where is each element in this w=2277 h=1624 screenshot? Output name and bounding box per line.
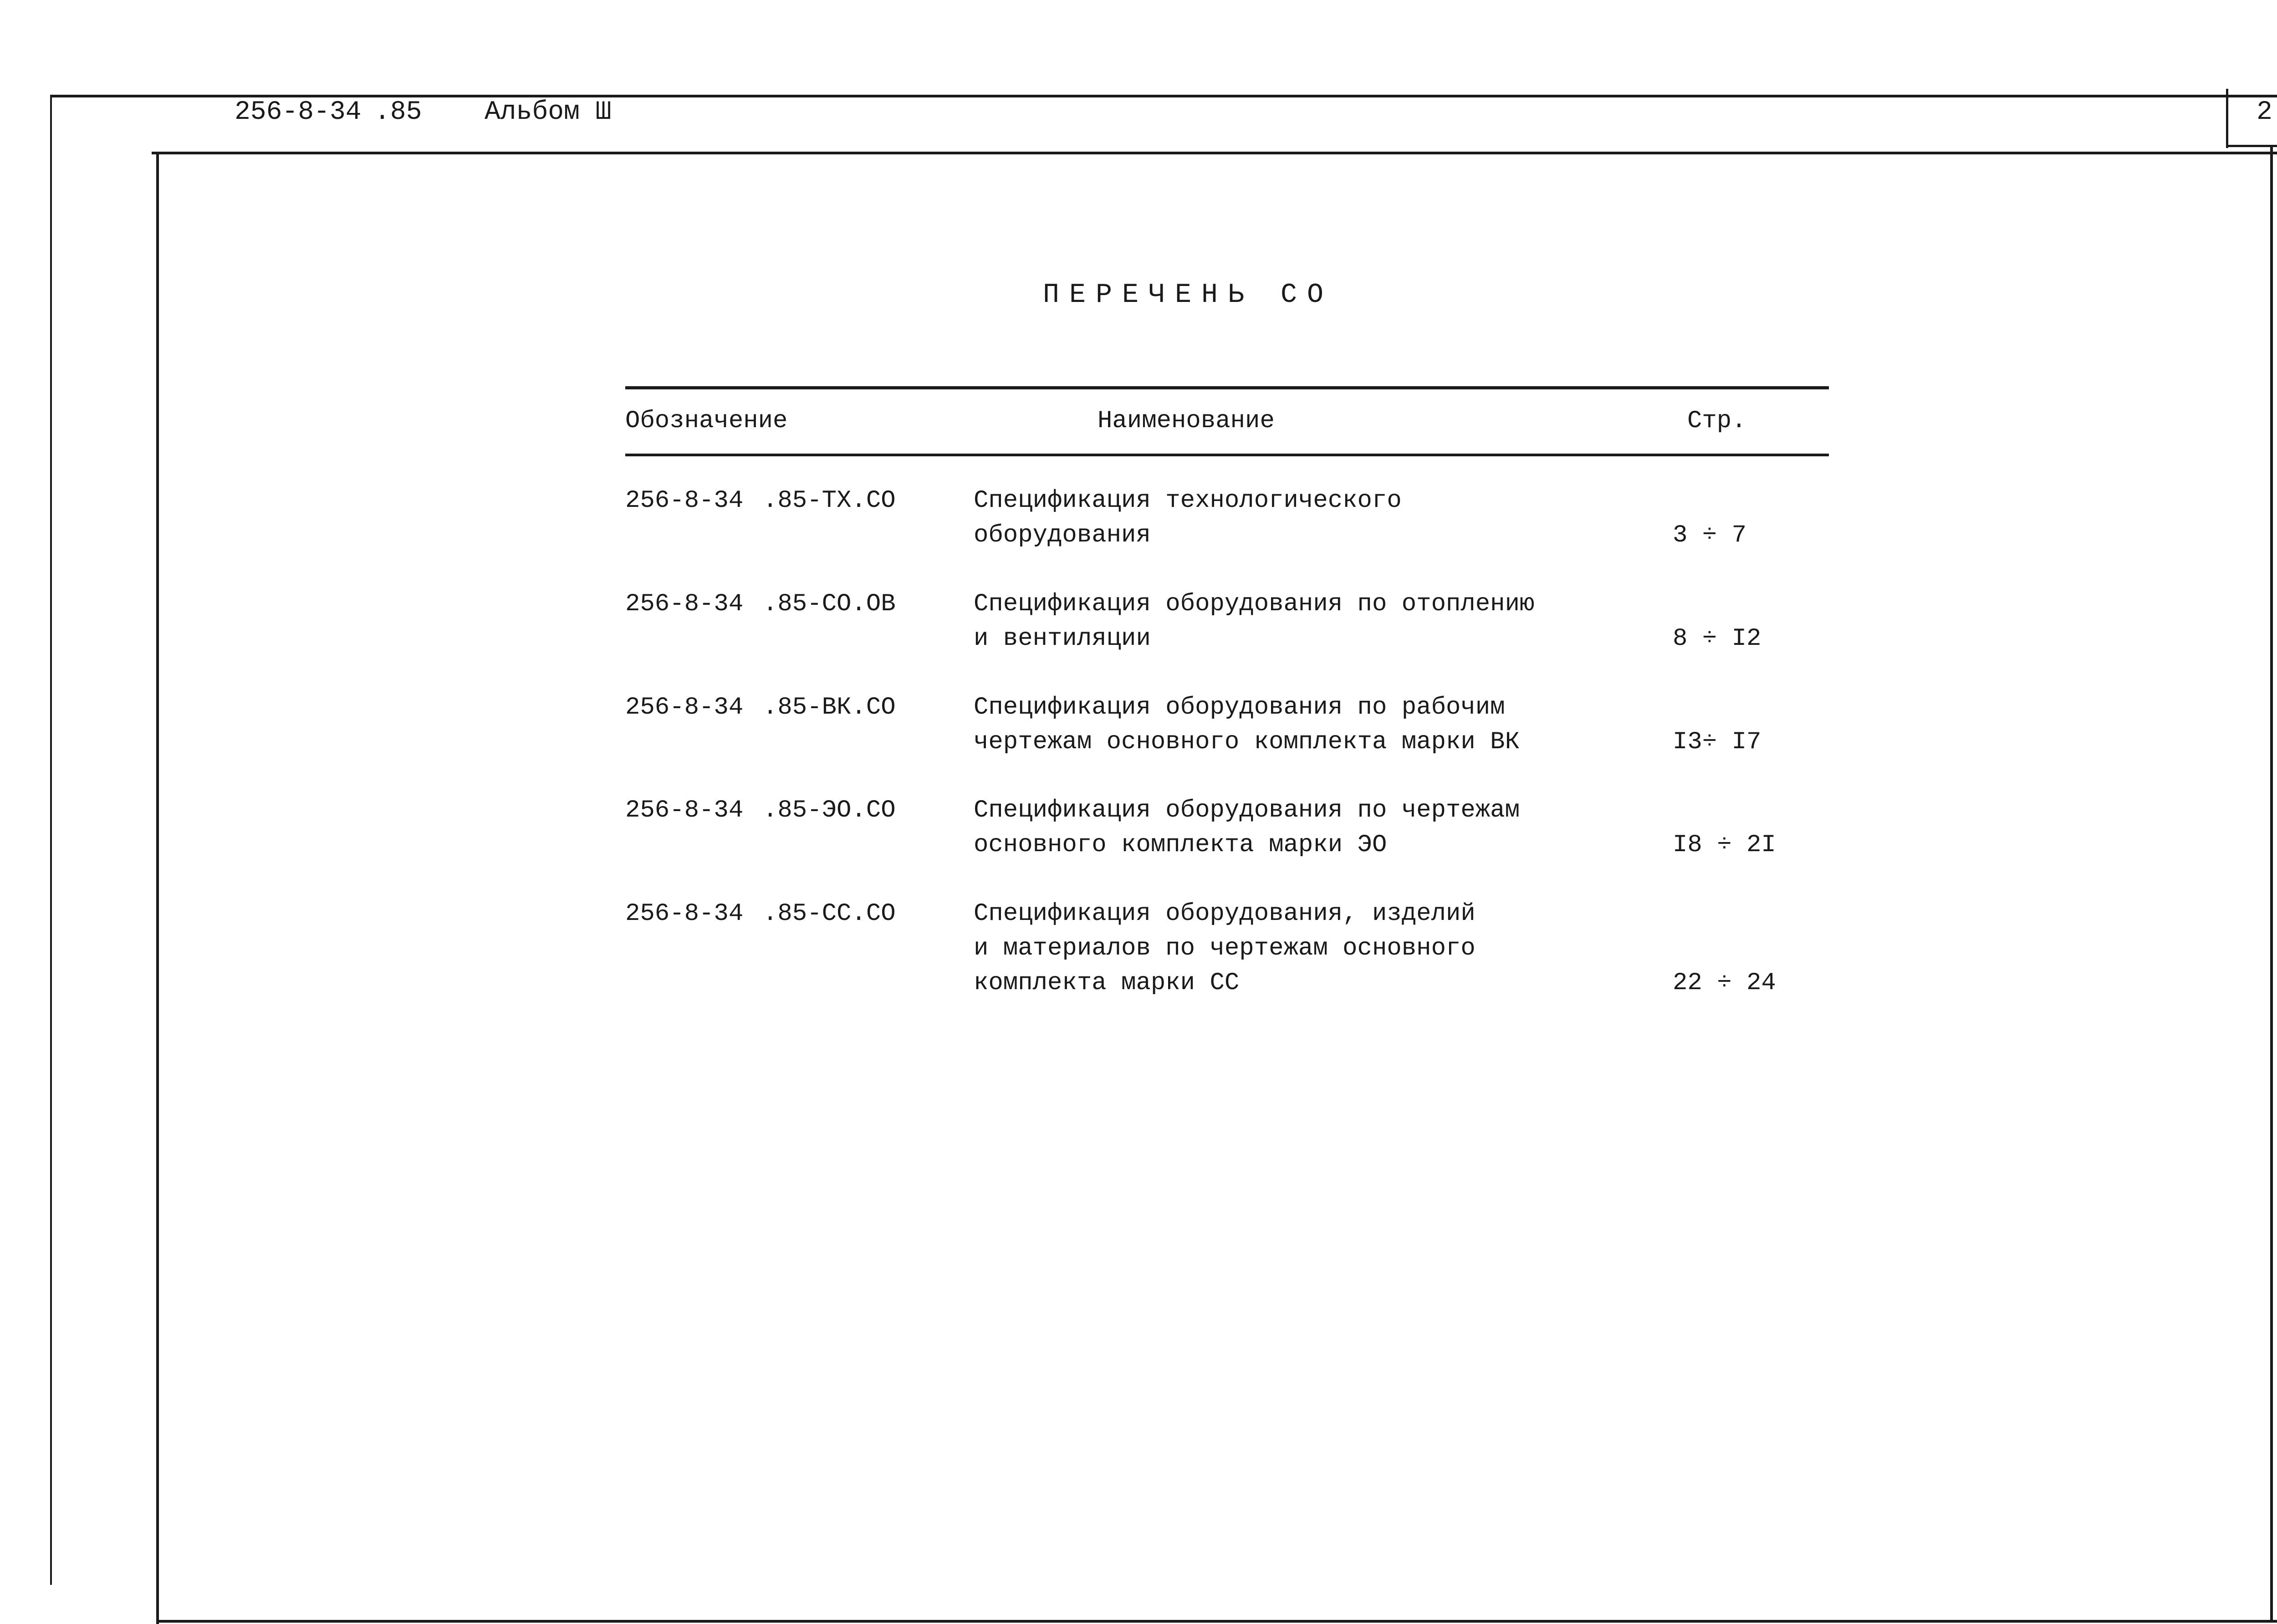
column-header-designation: Обозначение (625, 407, 788, 435)
row-designation: 256-8-34 (625, 900, 744, 928)
inner-right-frame-line (2270, 146, 2273, 1621)
row-name-line: Спецификация технологического (974, 487, 1402, 515)
table-top-rule (625, 386, 1829, 389)
row-name (974, 587, 1534, 656)
row-name-line: Спецификация оборудования по чертежам (974, 797, 1520, 824)
header-suffix: .85 (374, 97, 422, 127)
row-name-line: Спецификация оборудования, изделий (974, 900, 1475, 928)
row-designation: 256-8-34 (625, 487, 744, 515)
row-designation: 256-8-34 (625, 590, 744, 618)
row-name-line: Спецификация оборудования по рабочим (974, 694, 1505, 721)
table-header-rule (625, 454, 1829, 456)
row-name (974, 484, 1402, 553)
row-code: .85-СО.ОВ (763, 590, 896, 618)
inner-top-frame-line (152, 152, 2277, 154)
row-name-line: оборудования (974, 521, 1151, 549)
page-box-bottom-line (2226, 145, 2277, 147)
inner-bottom-frame-line (156, 1620, 2277, 1623)
row-name (974, 793, 1520, 863)
row-code: .85-ВК.СО (763, 694, 896, 721)
row-pages: 8 ÷ I2 (1673, 625, 1761, 653)
row-name-line: и вентиляции (974, 625, 1151, 653)
inner-left-frame-line (156, 153, 159, 1624)
row-pages: I3÷ I7 (1673, 728, 1761, 756)
row-pages: 22 ÷ 24 (1673, 969, 1776, 997)
column-header-pages: Стр. (1687, 407, 1746, 435)
row-name-line: чертежам основного комплекта марки ВК (974, 728, 1520, 756)
row-code: .85-СС.СО (763, 900, 896, 928)
row-name-line: комплекта марки СС (974, 969, 1240, 997)
row-designation: 256-8-34 (625, 797, 744, 824)
left-outer-stub-line (50, 96, 52, 1585)
row-pages: 3 ÷ 7 (1673, 521, 1747, 549)
page-box-left-line (2226, 89, 2228, 148)
column-header-name: Наименование (1098, 407, 1275, 435)
header-album: Альбом Ш (485, 97, 612, 127)
row-name-line: Спецификация оборудования по отоплению (974, 590, 1535, 618)
row-name (974, 690, 1520, 760)
header-code: 256-8-34 (235, 97, 362, 127)
row-code: .85-ЭО.СО (763, 797, 896, 824)
row-code: .85-ТХ.СО (763, 487, 896, 515)
row-name (974, 897, 1475, 1001)
row-designation: 256-8-34 (625, 694, 744, 721)
document-title: ПЕРЕЧЕНЬ СО (1043, 280, 1334, 311)
page-number: 2 (2257, 97, 2272, 127)
row-name-line: основного комплекта марки ЭО (974, 831, 1387, 859)
row-pages: I8 ÷ 2I (1673, 831, 1776, 859)
row-name-line: и материалов по чертежам основного (974, 935, 1475, 962)
